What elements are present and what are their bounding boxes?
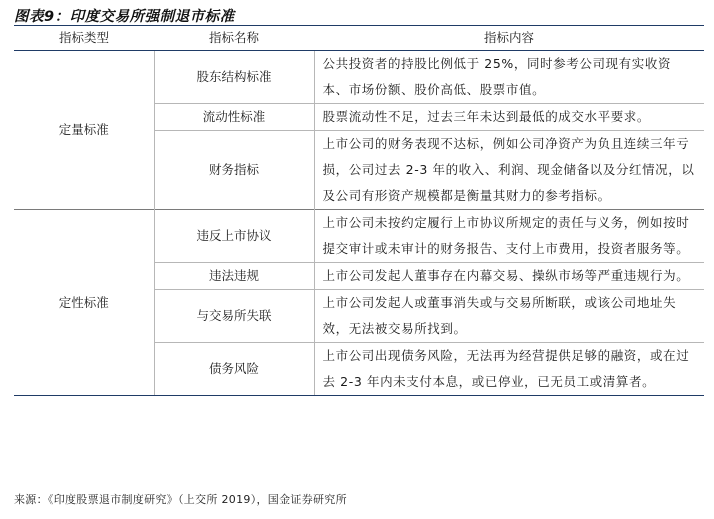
indicator-name: 违反上市协议 bbox=[154, 210, 314, 263]
indicator-content: 公共投资者的持股比例低于 25%，同时参考公司现有实收资本、市场份额、股价高低、股票市值。 bbox=[322, 56, 672, 97]
table-header-row bbox=[14, 26, 704, 51]
source-note: 来源：《印度股票退市制度研究》（上交所 2019），国金证券研究所 bbox=[14, 493, 347, 506]
header-type: 指标类型 bbox=[14, 26, 154, 51]
table-row bbox=[14, 210, 704, 263]
indicator-name: 债务风险 bbox=[154, 343, 314, 396]
indicator-name: 股东结构标准 bbox=[154, 51, 314, 104]
indicator-name: 流动性标准 bbox=[154, 104, 314, 131]
figure-title: 图表9：印度交易所强制退市标准 bbox=[14, 9, 235, 25]
indicator-content: 上市公司的财务表现不达标，例如公司净资产为负且连续三年亏损，公司过去 2-3 年的收入、利润、现金储备以及分红情况，以及公司有形资产规模都是衡量其财力的参考指标。 bbox=[314, 131, 704, 210]
group-type-quantitative: 定量标准 bbox=[58, 122, 109, 137]
indicator-content: 上市公司发起人董事存在内幕交易、操纵市场等严重违规行为。 bbox=[314, 263, 704, 290]
indicator-name: 违法违规 bbox=[154, 263, 314, 290]
indicator-content: 上市公司未按约定履行上市协议所规定的责任与义务，例如按时提交审计或未审计的财务报告、支付上市费用，投资者服务等。 bbox=[314, 210, 704, 263]
indicator-name: 与交易所失联 bbox=[154, 290, 314, 343]
table-row bbox=[14, 51, 704, 104]
indicator-name: 财务指标 bbox=[154, 131, 314, 210]
header-content: 指标内容 bbox=[314, 26, 704, 51]
indicator-content: 股票流动性不足，过去三年未达到最低的成交水平要求。 bbox=[314, 104, 704, 131]
delisting-standards-table bbox=[14, 25, 704, 396]
header-name: 指标名称 bbox=[154, 26, 314, 51]
group-type-qualitative: 定性标准 bbox=[14, 210, 154, 396]
indicator-content: 上市公司出现债务风险，无法再为经营提供足够的融资，或在过去 2-3 年内未支付本息，或已停业，已无员工或清算者。 bbox=[314, 343, 704, 396]
indicator-content: 上市公司发起人或董事消失或与交易所断联，或该公司地址失效，无法被交易所找到。 bbox=[314, 290, 704, 343]
